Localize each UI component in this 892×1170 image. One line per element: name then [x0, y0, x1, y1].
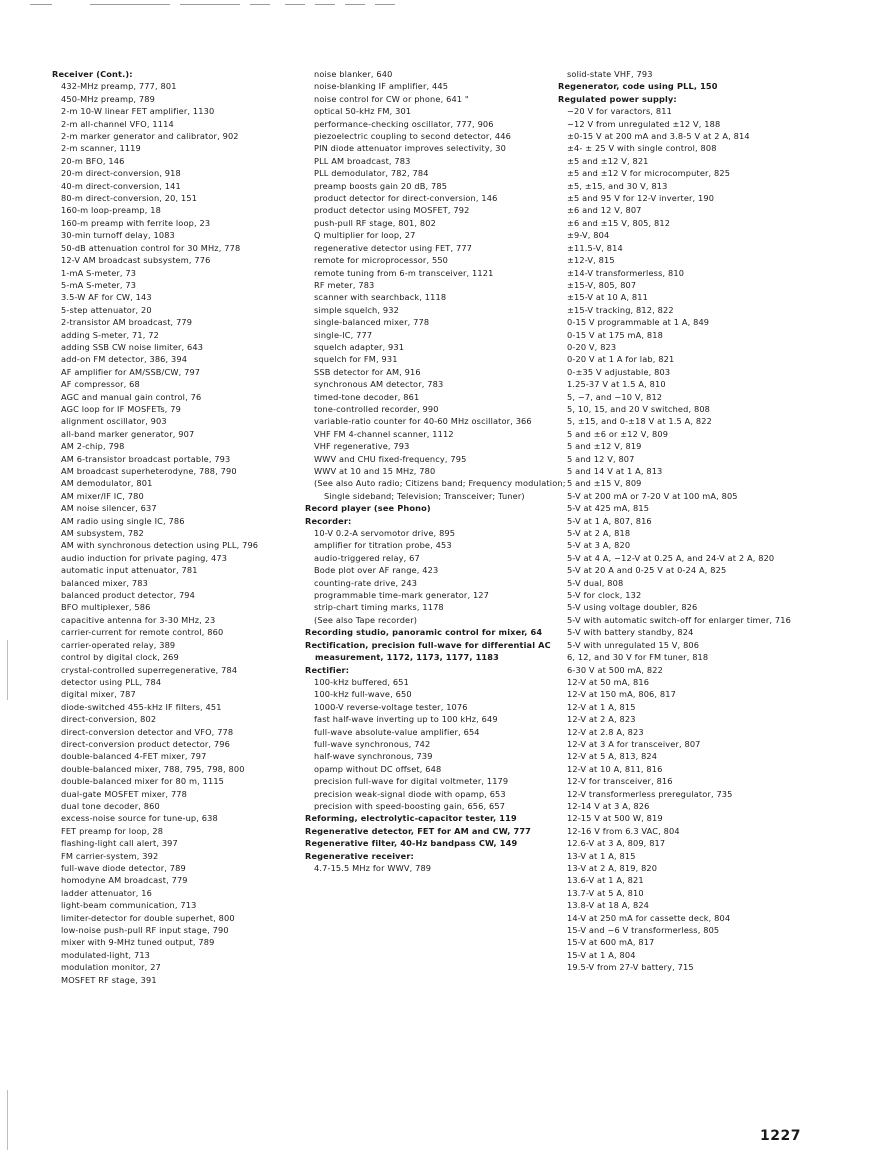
index-entry: ±14-V transformerless, 810 [567, 267, 685, 278]
index-entry: Bode plot over AF range, 423 [314, 565, 439, 576]
index-entry: automatic input attenuator, 781 [61, 565, 198, 576]
index-entry: 12.6-V at 3 A, 809, 817 [567, 838, 666, 849]
index-heading: Recorder: [305, 515, 352, 526]
index-entry: crystal-controlled superregenerative, 784 [61, 664, 238, 675]
scan-edge-line [7, 640, 8, 700]
index-entry: ±15-V at 10 A, 811 [567, 292, 648, 303]
index-entry: 12-16 V from 6.3 VAC, 804 [567, 825, 680, 836]
index-entry: 15-V and −6 V transformerless, 805 [567, 925, 720, 936]
index-entry: modulated-light, 713 [61, 949, 151, 960]
index-heading: Regulated power supply: [558, 93, 677, 104]
index-entry: single-IC, 777 [314, 329, 373, 340]
index-entry: ±9-V, 804 [567, 230, 610, 241]
index-entry: product detector using MOSFET, 792 [314, 205, 470, 216]
index-entry: WWV and CHU fixed-frequency, 795 [314, 453, 467, 464]
index-entry: half-wave synchronous, 739 [314, 751, 433, 762]
index-entry: 40-m direct-conversion, 141 [61, 180, 181, 191]
index-entry: AM broadcast superheterodyne, 788, 790 [61, 466, 237, 476]
index-entry: 1.25-37 V at 1.5 A, 810 [567, 379, 666, 390]
page-number: 1227 [760, 1128, 801, 1144]
index-entry: 0-20 V at 1 A for lab, 821 [567, 354, 675, 365]
index-entry: AGC loop for IF MOSFETs, 79 [61, 403, 181, 414]
index-entry: 450-MHz preamp, 789 [61, 93, 155, 104]
index-entry: ±5, ±15, and 30 V, 813 [567, 180, 668, 191]
index-heading: Record player (see Phono) [305, 503, 431, 514]
index-heading: Regenerative detector, FET for AM and CW, 777 [305, 825, 532, 836]
index-entry: simple squelch, 932 [314, 304, 399, 315]
index-entry: PLL AM broadcast, 783 [314, 155, 411, 166]
index-entry: 12-V for transceiver, 816 [567, 776, 673, 787]
index-entry: 10-V 0.2-A servomotor drive, 895 [314, 528, 456, 539]
index-entry: 5-V with unregulated 15 V, 806 [567, 639, 700, 650]
index-entry: 1000-V reverse-voltage tester, 1076 [314, 701, 468, 712]
index-entry: audio induction for private paging, 473 [61, 552, 228, 563]
index-entry: 30-min turnoff delay, 1083 [61, 230, 175, 241]
index-entry: 4.7-15.5 MHz for WWV, 789 [314, 863, 432, 873]
index-entry: 2-m all-channel VFO, 1114 [61, 118, 174, 129]
index-entry: 15-V at 600 mA, 817 [567, 937, 655, 948]
index-entry: 5-V at 1 A, 807, 816 [567, 515, 652, 526]
index-column-2 [305, 68, 567, 874]
index-entry: 5, ±15, and 0-±18 V at 1.5 A, 822 [567, 416, 712, 427]
index-entry: opamp without DC offset, 648 [314, 763, 442, 774]
index-heading: Regenerative receiver: [305, 850, 414, 861]
index-entry: remote for microprocessor, 550 [314, 255, 449, 266]
index-entry: programmable time-mark generator, 127 [314, 590, 490, 601]
index-entry: capacitive antenna for 3-30 MHz, 23 [61, 614, 216, 625]
index-entry: 160-m loop-preamp, 18 [61, 205, 161, 216]
index-entry: 100-kHz full-wave, 650 [314, 689, 412, 700]
index-entry: VHF FM 4-channel scanner, 1112 [314, 428, 454, 439]
index-entry: tone-controlled recorder, 990 [314, 403, 439, 414]
index-entry: (See also Auto radio; Citizens band; Frequency modulation; Single sideband; Television; Transceiver; Tuner) [314, 478, 566, 501]
index-entry: SSB detector for AM, 916 [314, 366, 421, 377]
index-entry: Q multiplier for loop, 27 [314, 230, 416, 241]
index-entry: dual tone decoder, 860 [61, 800, 160, 811]
index-entry: 5-V at 200 mA or 7-20 V at 100 mA, 805 [567, 490, 738, 501]
index-entry: regenerative detector using FET, 777 [314, 242, 473, 253]
index-entry: 5, 10, 15, and 20 V switched, 808 [567, 403, 711, 414]
index-entry: 1-mA S-meter, 73 [61, 267, 137, 278]
index-entry: direct-conversion detector and VFO, 778 [61, 726, 234, 737]
index-entry: AM subsystem, 782 [61, 528, 144, 539]
index-entry: 13-V at 2 A, 819, 820 [567, 863, 658, 873]
index-entry: 5 and ±12 V, 819 [567, 441, 642, 452]
index-entry: carrier-current for remote control, 860 [61, 627, 224, 638]
index-entry: ±15-V tracking, 812, 822 [567, 304, 674, 315]
index-entry: solid-state VHF, 793 [567, 69, 653, 79]
index-entry: 20-m BFO, 146 [61, 155, 125, 166]
index-entry: homodyne AM broadcast, 779 [61, 875, 188, 886]
index-entry: 12-15 V at 500 W, 819 [567, 813, 663, 824]
index-entry: AM with synchronous detection using PLL, 796 [61, 540, 259, 551]
index-heading: Receiver (Cont.): [52, 69, 133, 79]
index-entry: noise-blanking IF amplifier, 445 [314, 81, 449, 92]
index-entry: 5-V for clock, 132 [567, 590, 642, 601]
index-entry: ±6 and 12 V, 807 [567, 205, 642, 216]
index-entry: RF meter, 783 [314, 279, 375, 290]
index-entry: 12-V at 150 mA, 806, 817 [567, 689, 676, 700]
index-entry: double-balanced mixer, 788, 795, 798, 800 [61, 763, 245, 774]
index-entry: ±5 and ±12 V for microcomputer, 825 [567, 168, 731, 179]
index-entry: 5-V at 20 A and 0-25 V at 0-24 A, 825 [567, 565, 727, 576]
index-entry: full-wave diode detector, 789 [61, 863, 186, 873]
index-entry: diode-switched 455-kHz IF filters, 451 [61, 701, 222, 712]
index-entry: 13.8-V at 18 A, 824 [567, 900, 650, 911]
index-entry: noise blanker, 640 [314, 69, 393, 79]
index-entry: timed-tone decoder, 861 [314, 391, 420, 402]
index-entry: 15-V at 1 A, 804 [567, 949, 636, 960]
index-entry: 2-transistor AM broadcast, 779 [61, 317, 193, 328]
index-entry: −20 V for varactors, 811 [567, 106, 672, 117]
index-entry: 19.5-V from 27-V battery, 715 [567, 962, 694, 973]
index-entry: 5-V with automatic switch-off for enlarger timer, 716 [567, 614, 791, 625]
index-entry: amplifier for titration probe, 453 [314, 540, 452, 551]
index-entry: 12-V at 2 A, 823 [567, 714, 636, 725]
index-entry: 12-V at 1 A, 815 [567, 701, 636, 712]
index-entry: 5-step attenuator, 20 [61, 304, 152, 315]
index-entry: 100-kHz buffered, 651 [314, 676, 409, 687]
index-entry: WWV at 10 and 15 MHz, 780 [314, 466, 436, 476]
index-entry: double-balanced 4-FET mixer, 797 [61, 751, 207, 762]
index-entry: 12-V at 5 A, 813, 824 [567, 751, 658, 762]
index-entry: 12-V transformerless preregulator, 735 [567, 788, 733, 799]
index-entry: modulation monitor, 27 [61, 962, 161, 973]
index-heading: Regenerator, code using PLL, 150 [558, 81, 718, 92]
index-entry: 2-m marker generator and calibrator, 902 [61, 131, 239, 142]
index-entry: 0-20 V, 823 [567, 341, 617, 352]
index-entry: balanced product detector, 794 [61, 590, 196, 601]
index-entry: alignment oscillator, 903 [61, 416, 167, 427]
index-entry: PLL demodulator, 782, 784 [314, 168, 429, 179]
index-entry: flashing-light call alert, 397 [61, 838, 178, 849]
index-entry: adding SSB CW noise limiter, 643 [61, 341, 204, 352]
index-entry: 5-V at 425 mA, 815 [567, 503, 650, 514]
index-entry: AF compressor, 68 [61, 379, 140, 390]
scan-edge-line [7, 1090, 8, 1150]
index-entry: ±12-V, 815 [567, 255, 615, 266]
index-entry: precision weak-signal diode with opamp, 653 [314, 788, 506, 799]
index-column-1 [52, 68, 314, 986]
index-entry: 50-dB attenuation control for 30 MHz, 778 [61, 242, 241, 253]
index-entry: 5-mA S-meter, 73 [61, 279, 137, 290]
index-entry: scanner with searchback, 1118 [314, 292, 447, 303]
index-entry: fast half-wave inverting up to 100 kHz, 649 [314, 714, 498, 725]
index-entry: 0-±35 V adjustable, 803 [567, 366, 671, 377]
index-entry: 20-m direct-conversion, 918 [61, 168, 181, 179]
index-entry: FET preamp for loop, 28 [61, 825, 164, 836]
index-entry: full-wave absolute-value amplifier, 654 [314, 726, 480, 737]
index-entry: ±0-15 V at 200 mA and 3.8-5 V at 2 A, 814 [567, 131, 750, 142]
index-entry: optical 50-kHz FM, 301 [314, 106, 412, 117]
index-entry: digital mixer, 787 [61, 689, 136, 700]
index-entry: MOSFET RF stage, 391 [61, 974, 157, 985]
index-entry: 2-m scanner, 1119 [61, 143, 141, 154]
index-entry: 5 and 12 V, 807 [567, 453, 635, 464]
index-entry: audio-triggered relay, 67 [314, 552, 420, 563]
index-entry: 12-V at 50 mA, 816 [567, 676, 650, 687]
index-entry: 5, −7, and −10 V, 812 [567, 391, 663, 402]
index-entry: strip-chart timing marks, 1178 [314, 602, 444, 613]
index-entry: 5-V at 2 A, 818 [567, 528, 631, 539]
index-entry: AM 2-chip, 798 [61, 441, 125, 452]
index-entry: dual-gate MOSFET mixer, 778 [61, 788, 188, 799]
index-entry: ±11.5-V, 814 [567, 242, 623, 253]
index-entry: squelch for FM, 931 [314, 354, 398, 365]
index-heading: Regenerative filter, 40-Hz bandpass CW, 149 [305, 838, 518, 849]
index-entry: add-on FM detector, 386, 394 [61, 354, 188, 365]
index-entry: −12 V from unregulated ±12 V, 188 [567, 118, 721, 129]
index-entry: 5 and 14 V at 1 A, 813 [567, 466, 663, 476]
index-entry: single-balanced mixer, 778 [314, 317, 430, 328]
index-entry: excess-noise source for tune-up, 638 [61, 813, 218, 824]
index-entry: 12-V at 10 A, 811, 816 [567, 763, 663, 774]
top-scan-marks [30, 2, 450, 8]
index-heading: Reforming, electrolytic-capacitor tester, 119 [305, 813, 517, 824]
index-entry: control by digital clock, 269 [61, 652, 179, 663]
index-entry: synchronous AM detector, 783 [314, 379, 444, 390]
index-entry: 13.7-V at 5 A, 810 [567, 887, 644, 898]
index-entry: 80-m direct-conversion, 20, 151 [61, 193, 198, 204]
index-entry: double-balanced mixer for 80 m, 1115 [61, 776, 225, 787]
index-entry: counting-rate drive, 243 [314, 577, 418, 588]
index-entry: FM carrier-system, 392 [61, 850, 159, 861]
index-entry: mixer with 9-MHz tuned output, 789 [61, 937, 215, 948]
index-entry: piezoelectric coupling to second detector, 446 [314, 131, 511, 142]
index-heading: Rectifier: [305, 664, 350, 675]
index-entry: ±15-V, 805, 807 [567, 279, 637, 290]
index-entry: 12-V at 3 A for transceiver, 807 [567, 738, 701, 749]
index-entry: all-band marker generator, 907 [61, 428, 195, 439]
index-entry: AM demodulator, 801 [61, 478, 153, 489]
index-entry: 5-V at 4 A, −12-V at 0.25 A, and 24-V at 2 A, 820 [567, 552, 775, 563]
index-entry: 12-V at 2.8 A, 823 [567, 726, 644, 737]
index-entry: ±5 and ±12 V, 821 [567, 155, 649, 166]
index-entry: direct-conversion product detector, 796 [61, 738, 230, 749]
index-entry: AM 6-transistor broadcast portable, 793 [61, 453, 231, 464]
index-entry: light-beam communication, 713 [61, 900, 197, 911]
index-entry: 14-V at 250 mA for cassette deck, 804 [567, 912, 731, 923]
index-column-3 [558, 68, 820, 974]
index-entry: detector using PLL, 784 [61, 676, 162, 687]
index-entry: 6, 12, and 30 V for FM tuner, 818 [567, 652, 709, 663]
index-entry: ±6 and ±15 V, 805, 812 [567, 217, 671, 228]
index-entry: preamp boosts gain 20 dB, 785 [314, 180, 448, 191]
index-entry: AM radio using single IC, 786 [61, 515, 185, 526]
index-heading: Rectification, precision full-wave for differential AC measurement, 1172, 1173, 1177, 1183 [305, 639, 551, 663]
index-entry: variable-ratio counter for 40-60 MHz oscillator, 366 [314, 416, 532, 427]
index-entry: low-noise push-pull RF input stage, 790 [61, 925, 229, 936]
index-entry: carrier-operated relay, 389 [61, 639, 176, 650]
index-entry: 3.5-W AF for CW, 143 [61, 292, 152, 303]
index-entry: remote tuning from 6-m transceiver, 1121 [314, 267, 494, 278]
index-entry: 5-V dual, 808 [567, 577, 624, 588]
index-entry: 0-15 V programmable at 1 A, 849 [567, 317, 710, 328]
index-entry: 5 and ±15 V, 809 [567, 478, 642, 489]
index-entry: PIN diode attenuator improves selectivity, 30 [314, 143, 506, 154]
index-entry: VHF regenerative, 793 [314, 441, 410, 452]
index-entry: precision with speed-boosting gain, 656, 657 [314, 800, 506, 811]
index-entry: AM noise silencer, 637 [61, 503, 157, 514]
index-entry: 160-m preamp with ferrite loop, 23 [61, 217, 211, 228]
index-entry: 5 and ±6 or ±12 V, 809 [567, 428, 669, 439]
index-entry: AM mixer/IF IC, 780 [61, 490, 144, 501]
index-entry: 13.6-V at 1 A, 821 [567, 875, 644, 886]
index-entry: 12-14 V at 3 A, 826 [567, 800, 650, 811]
index-entry: noise control for CW or phone, 641 " [314, 93, 469, 104]
index-entry: ladder attenuator, 16 [61, 887, 152, 898]
index-entry: direct-conversion, 802 [61, 714, 157, 725]
index-entry: 6-30 V at 500 mA, 822 [567, 664, 664, 675]
index-entry: full-wave synchronous, 742 [314, 738, 431, 749]
index-entry: squelch adapter, 931 [314, 341, 405, 352]
index-entry: (See also Tape recorder) [314, 614, 418, 625]
index-entry: AGC and manual gain control, 76 [61, 391, 202, 402]
index-entry: 13-V at 1 A, 815 [567, 850, 636, 861]
index-entry: balanced mixer, 783 [61, 577, 148, 588]
index-entry: BFO multiplexer, 586 [61, 602, 151, 613]
index-entry: 432-MHz preamp, 777, 801 [61, 81, 177, 92]
index-entry: push-pull RF stage, 801, 802 [314, 217, 436, 228]
index-entry: AF amplifier for AM/SSB/CW, 797 [61, 366, 201, 377]
index-entry: 5-V using voltage doubler, 826 [567, 602, 698, 613]
index-entry: performance-checking oscillator, 777, 906 [314, 118, 494, 129]
index-entry: 0-15 V at 175 mA, 818 [567, 329, 664, 340]
index-entry: limiter-detector for double superhet, 800 [61, 912, 235, 923]
index-entry: product detector for direct-conversion, 146 [314, 193, 498, 204]
index-entry: adding S-meter, 71, 72 [61, 329, 159, 340]
index-entry: 5-V at 3 A, 820 [567, 540, 631, 551]
index-entry: precision full-wave for digital voltmeter, 1179 [314, 776, 509, 787]
index-entry: ±5 and 95 V for 12-V inverter, 190 [567, 193, 715, 204]
index-heading: Recording studio, panoramic control for mixer, 64 [305, 627, 543, 638]
index-entry: 12-V AM broadcast subsystem, 776 [61, 255, 211, 266]
index-entry: 2-m 10-W linear FET amplifier, 1130 [61, 106, 215, 117]
index-entry: ±4- ± 25 V with single control, 808 [567, 143, 717, 154]
index-entry: 5-V with battery standby, 824 [567, 627, 694, 638]
